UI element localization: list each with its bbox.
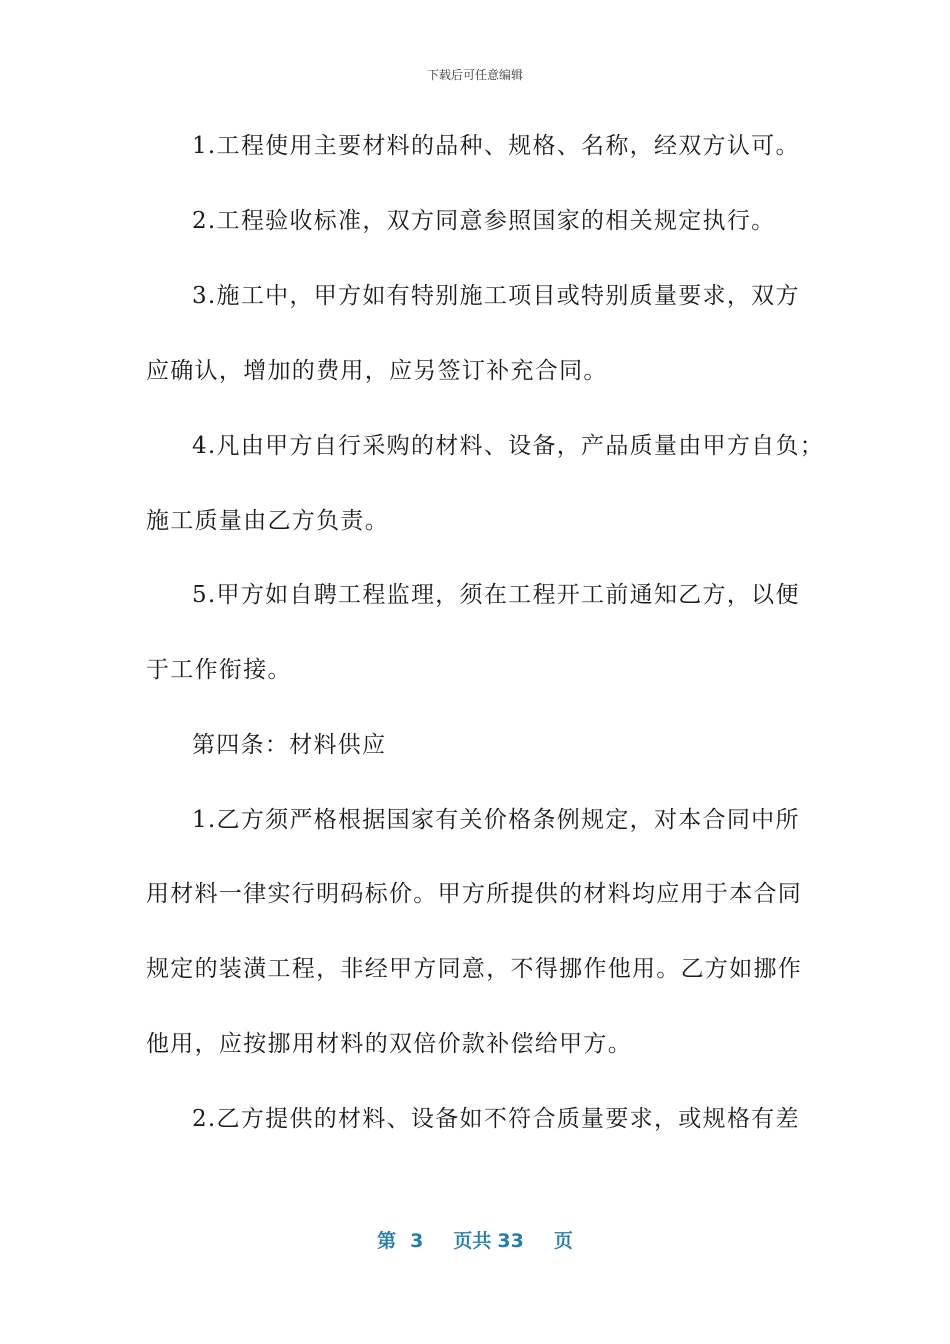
- text-line: 规定的装潢工程，非经甲方同意，不得挪作他用。乙方如挪作: [146, 956, 803, 982]
- text-line: 4.凡由甲方自行采购的材料、设备，产品质量由甲方自负；: [192, 433, 825, 459]
- text-line: 施工质量由乙方负责。: [146, 508, 389, 534]
- footer-total-pages: 33: [497, 1230, 524, 1252]
- text-line: 1.工程使用主要材料的品种、规格、名称，经双方认可。: [192, 133, 800, 159]
- header-note: 下载后可任意编辑: [426, 68, 523, 82]
- section-heading: 第四条：材料供应: [192, 732, 387, 758]
- text-line: 5.甲方如自聘工程监理，须在工程开工前通知乙方，以便: [192, 582, 800, 608]
- text-line: 于工作衔接。: [146, 657, 292, 683]
- text-line: 2.工程验收标准，双方同意参照国家的相关规定执行。: [192, 208, 776, 234]
- text-line: 应确认，增加的费用，应另签订补充合同。: [146, 358, 608, 384]
- text-line: 2.乙方提供的材料、设备如不符合质量要求，或规格有差: [192, 1106, 800, 1132]
- text-line: 3.施工中，甲方如有特别施工项目或特别质量要求，双方: [192, 283, 800, 309]
- footer-page-number: 3: [410, 1230, 424, 1252]
- footer-middle: 页共: [453, 1230, 492, 1252]
- text-line: 他用，应按挪用材料的双倍价款补偿给甲方。: [146, 1031, 632, 1057]
- footer-prefix: 第: [377, 1230, 397, 1252]
- footer-suffix: 页: [553, 1230, 573, 1252]
- text-line: 用材料一律实行明码标价。甲方所提供的材料均应用于本合同: [146, 881, 803, 907]
- page-footer: [0, 1226, 950, 1253]
- text-line: 1.乙方须严格根据国家有关价格条例规定，对本合同中所: [192, 807, 800, 833]
